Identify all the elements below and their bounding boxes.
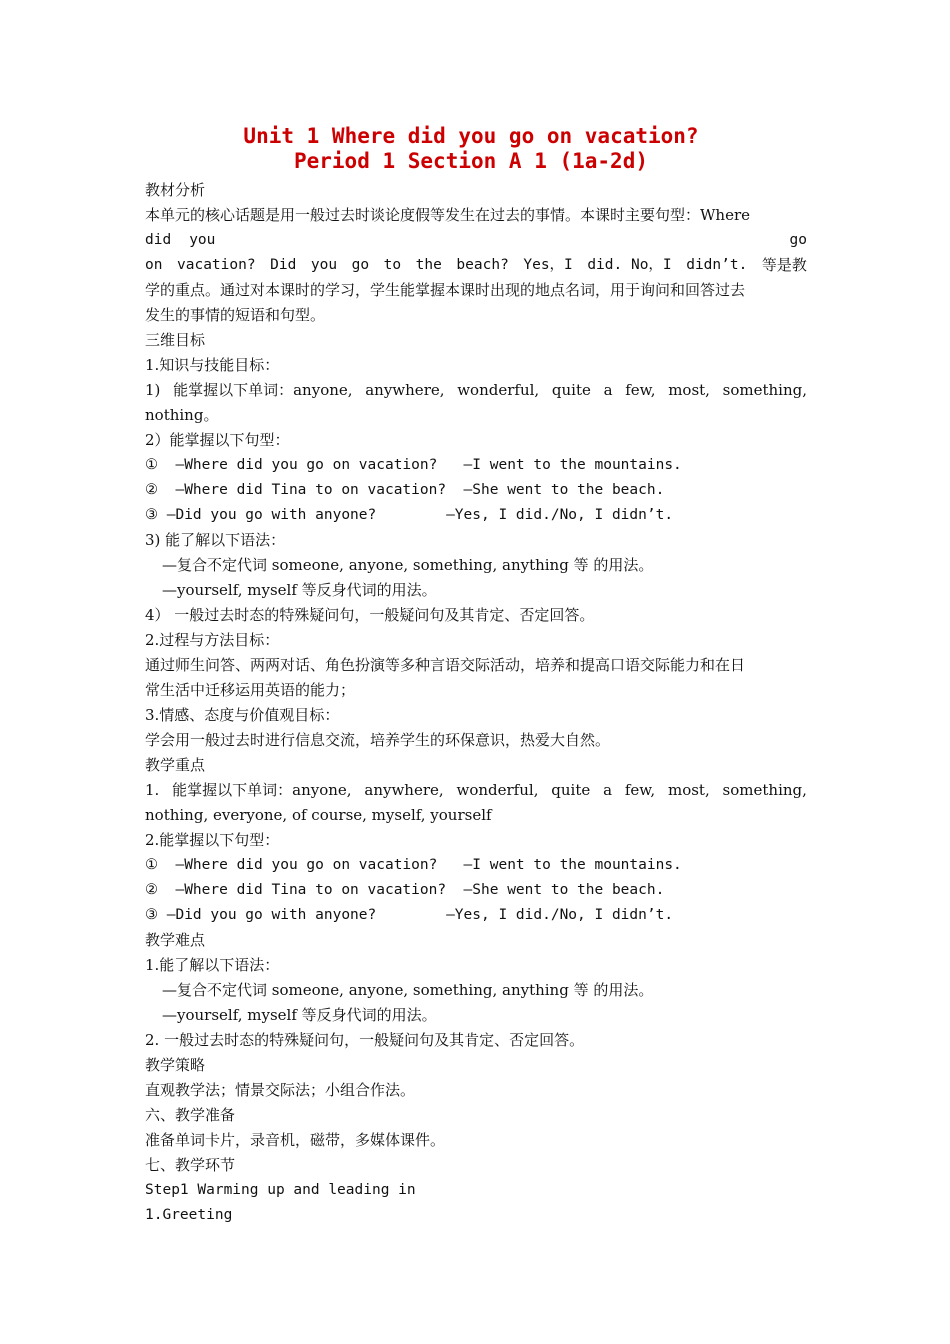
word: something, [722, 381, 807, 399]
word: anywhere, [365, 381, 445, 399]
word: most, [667, 781, 710, 799]
word: 能掌握以下单词：anyone, [172, 781, 352, 799]
word: beach? [456, 257, 509, 273]
word: wonderful, [456, 781, 539, 799]
word: anywhere, [364, 781, 444, 799]
goal-2-heading: 2.过程与方法目标： [145, 631, 280, 649]
word: didn’t. [686, 257, 748, 273]
difficulty-1: 1.能了解以下语法： [145, 956, 280, 974]
sentence-pattern-2: ② —Where did Tina to on vacation? —She went to the beach. [145, 482, 665, 498]
document-page [145, 124, 807, 1228]
goal-1-item-4: 4） 一般过去时态的特殊疑问句，一般疑问句及其肯定、否定回答。 [145, 606, 595, 624]
key-points-sentences-heading: 2.能掌握以下句型： [145, 831, 280, 849]
word: a [603, 381, 613, 399]
section-heading-analysis: 教材分析 [145, 181, 206, 199]
goal-1-grammar-heading: 3) 能了解以下语法： [145, 531, 286, 549]
word: 能掌握以下单词：anyone, [173, 381, 353, 399]
preparation-text: 准备单词卡片，录音机，磁带，多媒体课件。 [145, 1131, 446, 1149]
word: to [383, 257, 402, 273]
word: you [310, 257, 338, 273]
section-heading-difficulties: 教学难点 [145, 931, 206, 949]
analysis-justified-line-2 [145, 228, 807, 253]
word: you [189, 232, 216, 248]
grammar-item-2: —yourself, myself 等反身代词的用法。 [162, 581, 437, 599]
grammar-item-1: —复合不定代词 someone, anyone, something, anything 等 的用法。 [162, 556, 654, 574]
word: vacation? [177, 257, 256, 273]
sentence-pattern-1: ① —Where did you go on vacation? —I went to the mountains. [145, 857, 682, 873]
title-line-2: Period 1 Section A 1 (1a-2d) [293, 149, 648, 173]
key-points-words-cont: nothing, everyone, of course, myself, yourself [145, 806, 492, 824]
word: few, [624, 781, 656, 799]
word: the [415, 257, 442, 273]
goal-2-text: 常生活中迁移运用英语的能力； [145, 681, 356, 699]
document-title [135, 124, 807, 174]
word: few, [625, 381, 656, 399]
word: on [145, 257, 163, 273]
goal-1-heading: 1.知识与技能目标： [145, 356, 280, 374]
goal-1-sentences-heading: 2）能掌握以下句型： [145, 431, 290, 449]
word: most, [668, 381, 710, 399]
section-heading-goals: 三维目标 [145, 331, 206, 349]
goal-2-text: 通过师生问答、两两对话、角色扮演等多种言语交际活动，培养和提高口语交际能力和在日 [145, 656, 746, 674]
word: Yes，I [523, 257, 573, 273]
word: did. No，I [587, 257, 672, 273]
procedure-step-1: Step1 Warming up and leading in [145, 1182, 416, 1198]
goal-1-words-cont: nothing。 [145, 406, 219, 424]
key-points-words-line [145, 778, 807, 803]
analysis-paragraph-line: 本单元的核心话题是用一般过去时谈论度假等发生在过去的事情。本课时主要句型：Where [145, 206, 751, 224]
word: wonderful, [457, 381, 540, 399]
word: quite [551, 381, 591, 399]
sentence-pattern-3: ③ —Did you go with anyone? —Yes, I did./No, I didn’t. [145, 907, 674, 923]
word: quite [551, 781, 591, 799]
analysis-paragraph-line: 学的重点。通过对本课时的学习，学生能掌握本课时出现的地点名词，用于询问和回答过去 [145, 281, 746, 299]
analysis-justified-line-3 [145, 253, 807, 278]
section-heading-preparation: 六、教学准备 [145, 1106, 236, 1124]
word: something, [722, 781, 807, 799]
section-heading-procedure: 七、教学环节 [145, 1156, 236, 1174]
section-heading-strategy: 教学策略 [145, 1056, 206, 1074]
goal-3-heading: 3.情感、态度与价值观目标： [145, 706, 340, 724]
grammar-item-2: —yourself, myself 等反身代词的用法。 [162, 1006, 437, 1024]
word: go [789, 232, 807, 248]
sentence-pattern-2: ② —Where did Tina to on vacation? —She went to the beach. [145, 882, 665, 898]
word: 1. [145, 781, 160, 799]
word: did [145, 232, 172, 248]
title-line-1: Unit 1 Where did you go on vacation? [243, 124, 699, 148]
sentence-pattern-1: ① —Where did you go on vacation? —I went to the mountains. [145, 457, 682, 473]
difficulty-2: 2. 一般过去时态的特殊疑问句，一般疑问句及其肯定、否定回答。 [145, 1031, 585, 1049]
word: a [603, 781, 613, 799]
analysis-paragraph-line: 发生的事情的短语和句型。 [145, 306, 326, 324]
word: 1) [145, 381, 161, 399]
word: Did [270, 257, 297, 273]
grammar-item-1: —复合不定代词 someone, anyone, something, anything 等 的用法。 [162, 981, 654, 999]
word: 等是教 [761, 256, 807, 274]
procedure-greeting: 1.Greeting [145, 1207, 233, 1223]
goal-1-words-line [145, 378, 807, 403]
word: go [351, 257, 370, 273]
strategy-text: 直观教学法；情景交际法；小组合作法。 [145, 1081, 416, 1099]
section-heading-key-points: 教学重点 [145, 756, 206, 774]
sentence-pattern-3: ③ —Did you go with anyone? —Yes, I did./No, I didn’t. [145, 507, 674, 523]
goal-3-text: 学会用一般过去时进行信息交流，培养学生的环保意识，热爱大自然。 [145, 731, 611, 749]
